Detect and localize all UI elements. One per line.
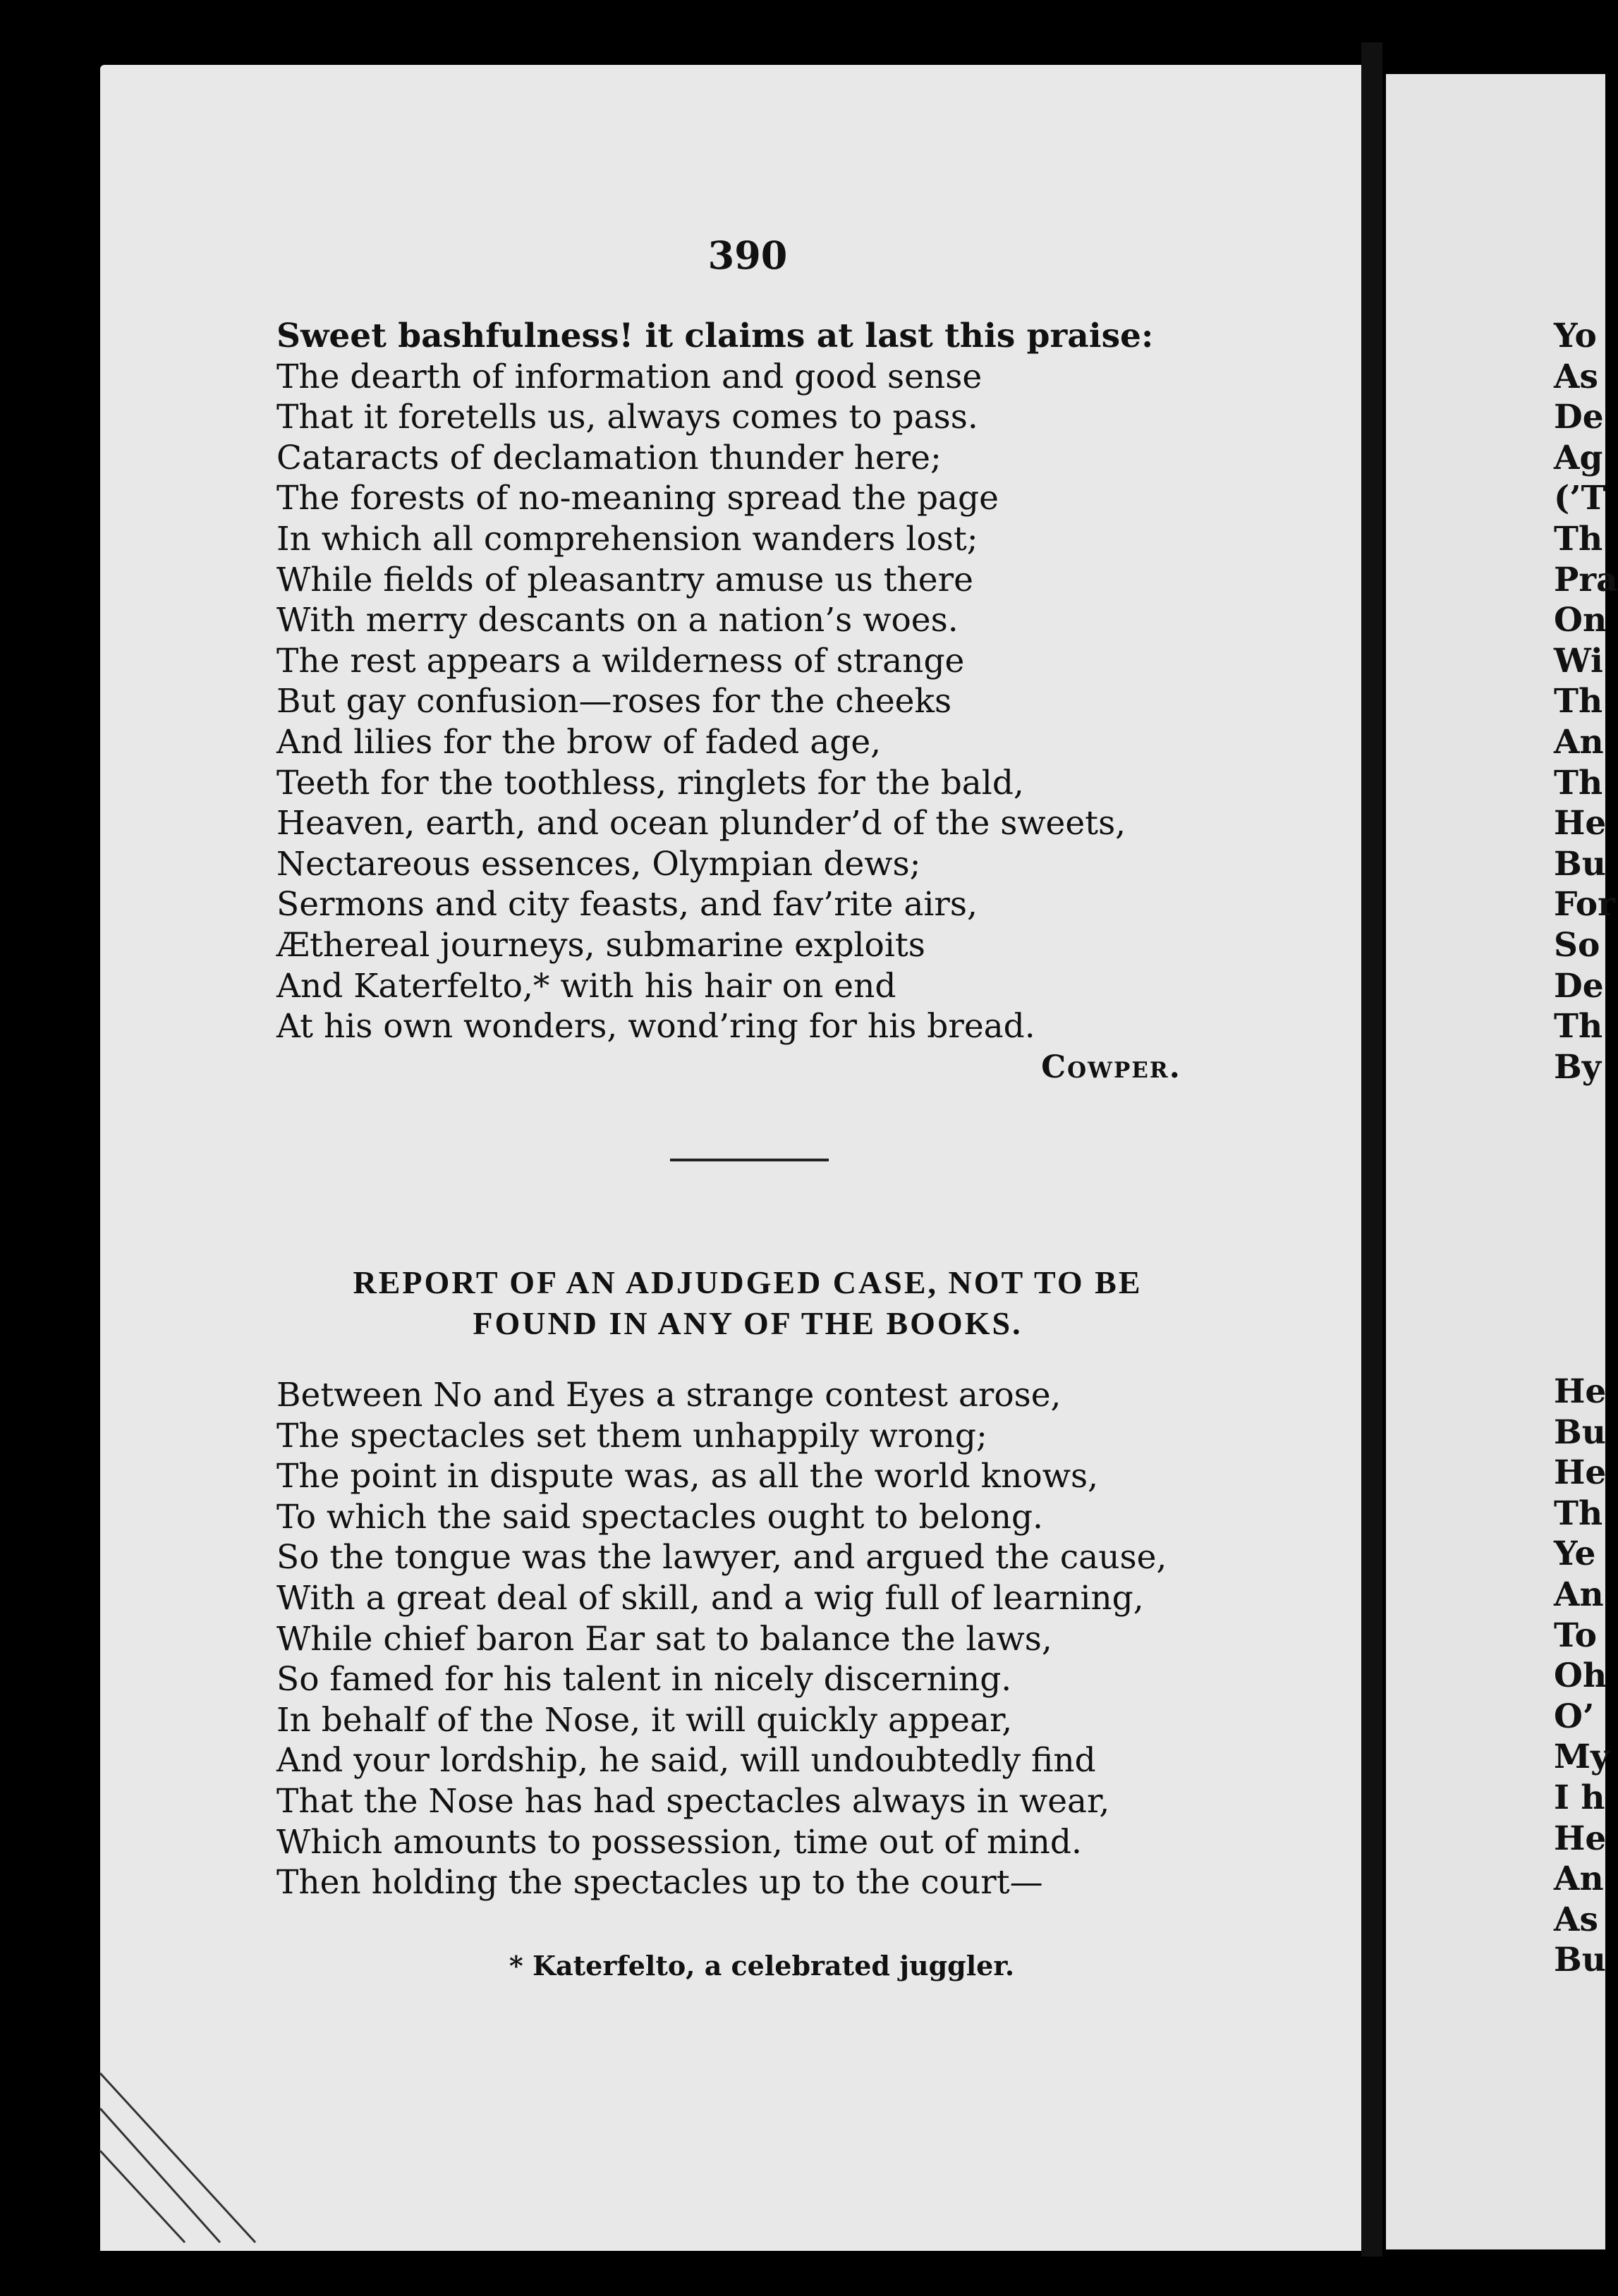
fragment-line: By [1554,1047,1602,1087]
heading-line-2: FOUND IN ANY OF THE BOOKS. [473,1305,1023,1341]
section-divider [670,1159,829,1161]
poem-line: And your lordship, he said, will undoubtedly find [276,1741,1096,1781]
fragment-line: On [1554,601,1607,640]
poem-line: The dearth of information and good sense [276,357,983,396]
poem-line: So famed for his talent in nicely discerning. [276,1660,1012,1699]
poem-line: At his own wonders, wond’ring for his bread. [276,1007,1035,1046]
page-corner-scratches [100,2066,284,2249]
fragment-line: Th [1554,682,1603,721]
poem-line: Between No and Eyes a strange contest arose, [276,1376,1062,1415]
fragment-line: He [1554,1372,1607,1411]
fragment-line: Th [1554,763,1603,802]
poem-line: So the tongue was the lawyer, and argued the cause, [276,1538,1167,1577]
poem-line: The rest appears a wilderness of strange [276,641,965,680]
fragment-line: Ag [1554,438,1603,477]
fragment-line: Bu [1554,1941,1606,1980]
poem-line: In behalf of the Nose, it will quickly appear, [276,1700,1013,1740]
fragment-line: As [1554,357,1598,396]
right-page-upper-fragments [1554,316,1618,1087]
fragment-line: So [1554,925,1600,965]
poem-line: The spectacles set them unhappily wrong; [276,1416,987,1455]
poem-line: That it foretells us, always comes to pass. [276,398,978,437]
poem-line: While fields of pleasantry amuse us there [276,560,973,599]
poem-line: In which all comprehension wanders lost; [276,519,978,558]
right-page-lower-fragments [1554,1372,1610,1981]
poem-line: The point in dispute was, as all the world knows, [276,1457,1099,1496]
fragment-line: My [1554,1738,1610,1777]
poem-line: To which the said spectacles ought to belong. [276,1497,1043,1537]
poem-line: Nectareous essences, Olympian dews; [276,844,921,884]
poem-author: Cowper. [1041,1049,1181,1085]
fragment-line: He [1554,1819,1607,1858]
fragment-line: Pra [1554,560,1618,599]
fragment-line: Oh [1554,1656,1607,1696]
heading-line-1: REPORT OF AN ADJUDGED CASE, NOT TO BE [353,1264,1143,1300]
poem-cowper [276,316,1153,1047]
fragment-line: Wi [1554,641,1603,680]
fragment-line: De [1554,966,1604,1006]
footnote: * Katerfelto, a celebrated juggler. [509,1950,1015,1981]
fragment-line: An [1554,722,1604,762]
page-number: 390 [707,233,788,278]
fragment-line: (’T [1554,479,1606,518]
fragment-line: For [1554,885,1615,924]
poem-line: And Katerfelto,* with his hair on end [276,966,896,1006]
poem-line: While chief baron Ear sat to balance the laws, [276,1619,1052,1659]
fragment-line: Yo [1554,317,1597,355]
poem-line: Sermons and city feasts, and fav’rite airs, [276,885,978,924]
poem-line: And lilies for the brow of faded age, [276,722,882,762]
fragment-line: As [1554,1900,1598,1939]
fragment-line: Th [1554,1494,1603,1533]
fragment-line: Bu [1554,1412,1606,1452]
fragment-line: Th [1554,1007,1603,1046]
fragment-line: To [1554,1616,1597,1655]
poem-adjudged-case [276,1375,1167,1903]
poem-line: Heaven, earth, and ocean plunder’d of the sweets, [276,804,1126,843]
poem-line: With merry descants on a nation’s woes. [276,601,959,640]
fragment-line: Th [1554,519,1603,558]
fragment-line: An [1554,1860,1604,1899]
fragment-line: He [1554,1453,1607,1493]
poem-line: Then holding the spectacles up to the court— [276,1863,1043,1903]
fragment-line: I h [1554,1778,1605,1817]
page-gutter [1361,42,1382,2257]
poem-line: That the Nose has had spectacles always in wear, [276,1781,1110,1821]
section-heading [282,1262,1213,1344]
poem-line: Cataracts of declamation thunder here; [276,438,942,477]
poem-line: Which amounts to possession, time out of mind. [276,1822,1082,1862]
poem-line: With a great deal of skill, and a wig full of learning, [276,1578,1144,1618]
fragment-line: An [1554,1575,1604,1614]
fragment-line: De [1554,398,1604,437]
fragment-line: O’ [1554,1697,1595,1736]
poem-line: The forests of no-meaning spread the page [276,479,999,518]
poem-line: Teeth for the toothless, ringlets for the bald, [276,763,1024,802]
poem-line: But gay confusion—roses for the cheeks [276,682,952,721]
fragment-line: Ye [1554,1534,1596,1574]
poem-line: Æthereal journeys, submarine exploits [276,925,925,965]
fragment-line: Bu [1554,844,1606,884]
poem-line: Sweet bashfulness! it claims at last this praise: [276,317,1154,355]
fragment-line: He [1554,804,1607,843]
